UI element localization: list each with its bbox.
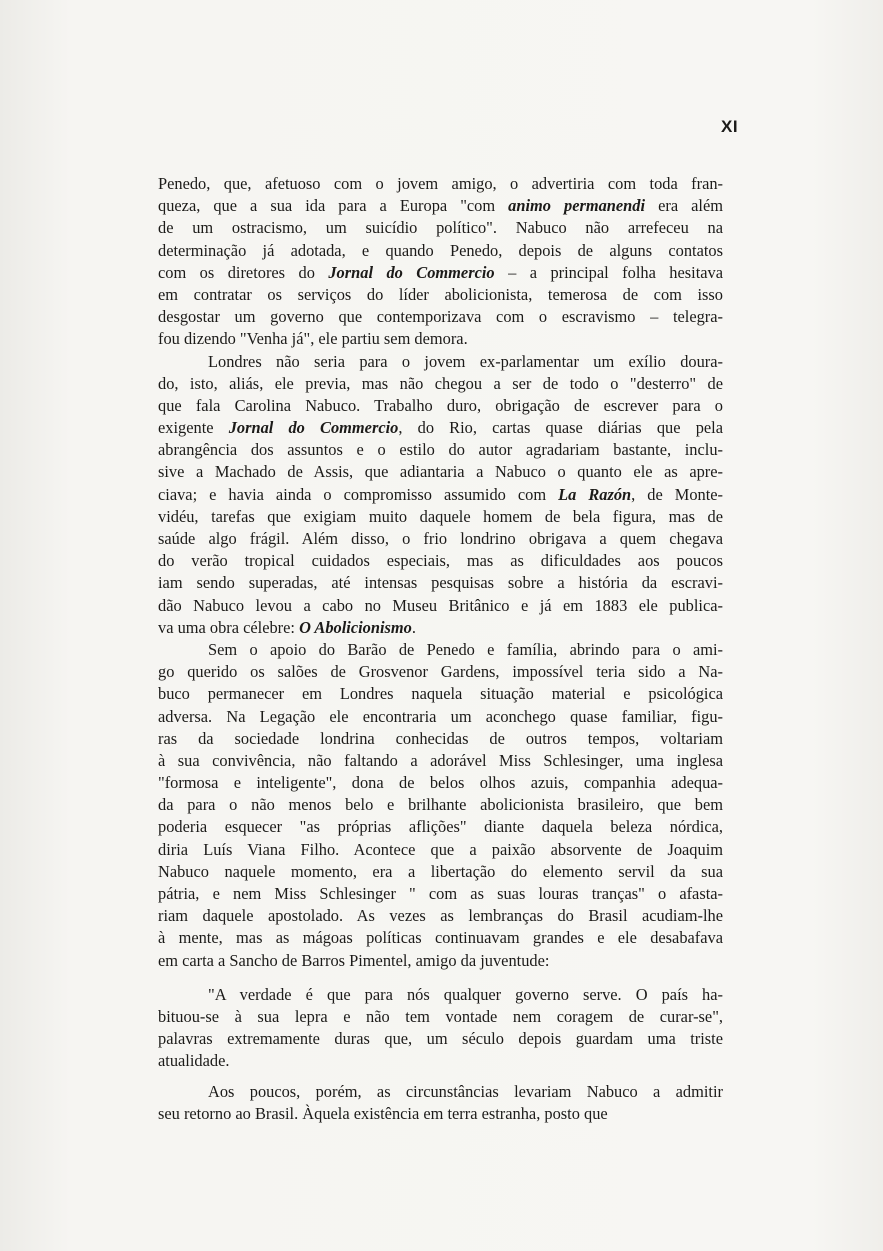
italic-title: animo permanendi [508,196,646,216]
paragraph-3 [158,639,723,972]
text-line: à sua convivência, não faltando a adorável Miss Schlesinger, uma inglesa [158,750,723,770]
text-line: Penedo, que, afetuoso com o jovem amigo, o advertiria com toda fran- [158,174,723,193]
text-line: à mente, mas as mágoas políticas continuavam grandes e ele desabafava [158,928,723,948]
text-line: queza, que a sua ida para a Europa "com animo permanendi era além [158,196,723,216]
text-line: em contratar os serviços do líder abolicionista, temerosa de com isso [158,284,723,304]
italic-title: Jornal do Commercio [228,418,399,438]
text-line: riam daquele apostolado. As vezes as lembranças do Brasil acudiam-lhe [158,906,723,926]
text-line: que fala Carolina Nabuco. Trabalho duro, obrigação de escrever para o [158,395,723,415]
text-line: "formosa e inteligente", dona de belos olhos azuis, companhia adequa- [158,773,723,793]
text-line: bituou-se à sua lepra e não tem vontade nem coragem de curar-se", [158,1006,723,1026]
text-line: dão Nabuco levou a cabo no Museu Britânico e já em 1883 ele publica- [158,595,723,615]
text-line: va uma obra célebre: O Abolicionismo. [158,617,416,637]
text-line: "A verdade é que para nós qualquer governo serve. O país ha- [208,984,723,1004]
text-line: abrangência dos assuntos e o estilo do autor agradariam bastante, inclu- [158,440,723,460]
paragraph-5 [158,1081,723,1125]
text-line: adversa. Na Legação ele encontraria um aconchego quase familiar, figu- [158,706,723,726]
text-line: com os diretores do Jornal do Commercio – a principal folha hesitava [158,262,723,282]
italic-title: O Abolicionismo [299,617,412,637]
paragraph-2 [158,351,723,639]
text-line: pátria, e nem Miss Schlesinger " com as suas louras tranças" o afasta- [158,884,723,903]
text-line: da para o não menos belo e brilhante abolicionista brasileiro, que bem [158,795,723,815]
paragraph-1 [158,173,723,351]
text-line: fou dizendo "Venha já", ele partiu sem demora. [158,329,468,349]
text-line: buco permanecer em Londres naquela situação material e psicológica [158,684,723,704]
text-line: iam sendo superadas, até intensas pesquisas sobre a história da escravi- [158,573,723,593]
italic-title: La Razón [558,484,632,504]
text-line: do, isto, aliás, ele previa, mas não chegou a ser de todo o "desterro" de [158,373,723,393]
text-line: de um ostracismo, um suicídio político". Nabuco não arrefeceu na [158,218,723,238]
text-line: seu retorno ao Brasil. Àquela existência em terra estranha, posto que [158,1103,608,1123]
quote-paragraph [158,984,723,1073]
text-line: ciava; e havia ainda o compromisso assumido com La Razón, de Monte- [158,484,724,504]
text-line: desgostar um governo que contemporizava com o escravismo – telegra- [158,307,723,327]
text-line: poderia esquecer "as próprias aflições" diante daquela beleza nórdica, [158,817,723,837]
page-number: XI [721,117,739,136]
text-line: vidéu, tarefas que exigiam muito daquele homem de bela figura, mas de [158,506,723,526]
text-line: atualidade. [158,1051,230,1071]
text-line: em carta a Sancho de Barros Pimentel, amigo da juventude: [158,950,550,970]
body-text [158,173,723,1125]
text-line: Aos poucos, porém, as circunstâncias levariam Nabuco a admitir [208,1081,723,1101]
text-line: Nabuco naquele momento, era a libertação do elemento servil da sua [158,861,723,881]
text-line: ras da sociedade londrina conhecidas de outros tempos, voltariam [158,728,723,748]
text-line: palavras extremamente duras que, um século depois guardam uma triste [158,1029,723,1049]
text-line: Sem o apoio do Barão de Penedo e família, abrindo para o ami- [208,639,723,659]
text-line: Londres não seria para o jovem ex-parlamentar um exílio doura- [208,351,723,371]
text-line: go querido os salões de Grosvenor Gardens, impossível teria sido a Na- [158,662,723,682]
text-line: do verão tropical cuidados especiais, mas as dificuldades aos poucos [158,551,723,571]
text-line: exigente Jornal do Commercio, do Rio, cartas quase diárias que pela [158,418,723,438]
italic-title: Jornal do Commercio [328,262,495,282]
text-line: diria Luís Viana Filho. Acontece que a paixão absorvente de Joaquim [158,839,723,859]
text-line: sive a Machado de Assis, que adiantaria a Nabuco o quanto ele as apre- [158,462,723,482]
text-line: determinação já adotada, e quando Penedo, depois de alguns contatos [158,240,723,260]
text-line: saúde algo frágil. Além disso, o frio londrino obrigava a quem chegava [158,529,723,548]
